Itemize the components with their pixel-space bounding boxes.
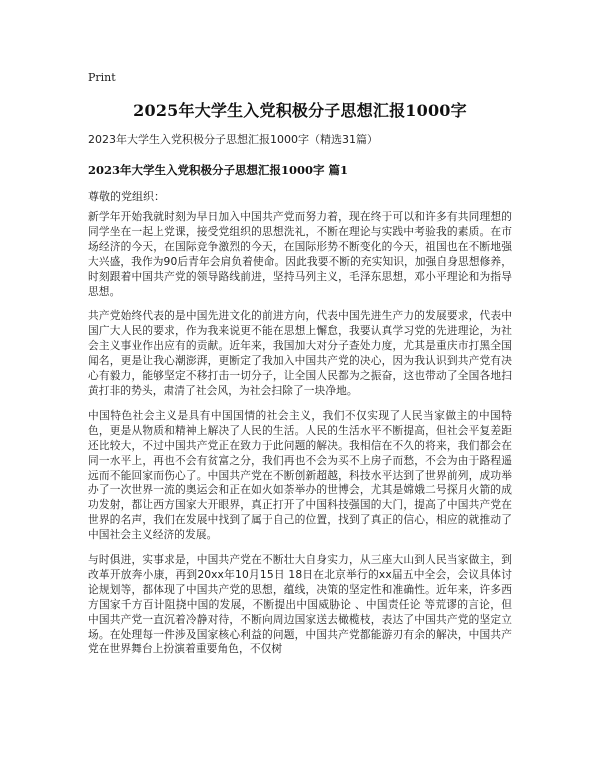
body-paragraph-2: 共产党始终代表的是中国先进文化的前进方向，代表中国先进生产力的发展要求，代表中国广大人民的要求，作为我来说更不能在思想上懈怠，我要认真学习党的先进理论，为社会主义事业作出应有的贡献。近年来，我国加大对分子查处力度，尤其是重庆市打黑全国闻名，更是让我心潮澎湃，更断定了我加入中国共产党的决心，因为我认识到共产党有决心有毅力，能够坚定不移打击一切分子，让全国人民都为之振奋，这也带动了全国各地扫黄打非的势头，肃清了社会风，为社会扫除了一块净地。	[88, 309, 512, 397]
body-paragraph-1: 新学年开始我就时刻为早日加入中国共产党而努力着，现在终于可以和许多有共同理想的同学坐在一起上党课，接受党组织的思想洗礼，不断在理论与实践中考验我的素质。在市场经济的今天，在国际竞争激烈的今天，在国际形势不断变化的今天，祖国也在不断地强大兴盛，我作为90后青年会肩负着使命。因此我要不断的充实知识，加强自身思想修养，时刻跟着中国共产党的领导路线前进，坚持马列主义，毛泽东思想，邓小平理论和为指导思想。	[88, 210, 512, 298]
body-paragraph-3: 中国特色社会主义是具有中国国情的社会主义，我们不仅实现了人民当家做主的中国特色，更是从物质和精神上解决了人民的生活。人民的生活水平不断提高，但社会平复差距还比较大，不过中国共产党正在致力于此问题的解决。我相信在不久的将来，我们都会在同一水平上，再也不会有贫富之分，我们再也不会为买不上房子而愁，不会为由于路程遥远而不能回家而伤心了。中国共产党在不断创新超越，科技水平达到了世界前列，成功举办了一次世界一流的奥运会和正在如火如荼举办的世博会，尤其是嫦娥二号探月火箭的成功发射，都让西方国家大开眼界，真正打开了中国科技强国的大门，提高了中国共产党在世界的名声，我们在发展中找到了属于自己的位置，找到了真正的信心，相应的就推动了中国社会主义经济的发展。	[88, 408, 512, 542]
document-body	[88, 210, 512, 667]
document-title: 2025年大学生入党积极分子思想汇报1000字	[133, 101, 467, 120]
body-paragraph-4: 与时俱进，实事求是，中国共产党在不断壮大自身实力，从三座大山到人民当家做主，到改革开放奔小康，再到20xx年10月15日 18日在北京举行的xx届五中全会，会议具体讨论规划等，都体现了中国共产党的思想，蕴线，决策的坚定性和准确性。近年来，许多西方国家千方百计阻挠中国的发展，不断提出中国威胁论 、中国责任论 等荒谬的言论，但中国共产党一直沉着冷静对待，不断向周边国家送去橄榄枝，表达了中国共产党的坚定立场。在处理每一件涉及国家核心利益的问题，中国共产党都能游刃有余的解决，中国共产党在世界舞台上扮演着重要角色，不仅树	[88, 553, 512, 656]
salutation: 尊敬的党组织：	[88, 190, 165, 203]
section-heading: 2023年大学生入党积极分子思想汇报1000字 篇1	[88, 163, 349, 177]
print-label[interactable]: Print	[88, 71, 116, 84]
document-subtitle: 2023年大学生入党积极分子思想汇报1000字（精选31篇）	[88, 133, 378, 146]
